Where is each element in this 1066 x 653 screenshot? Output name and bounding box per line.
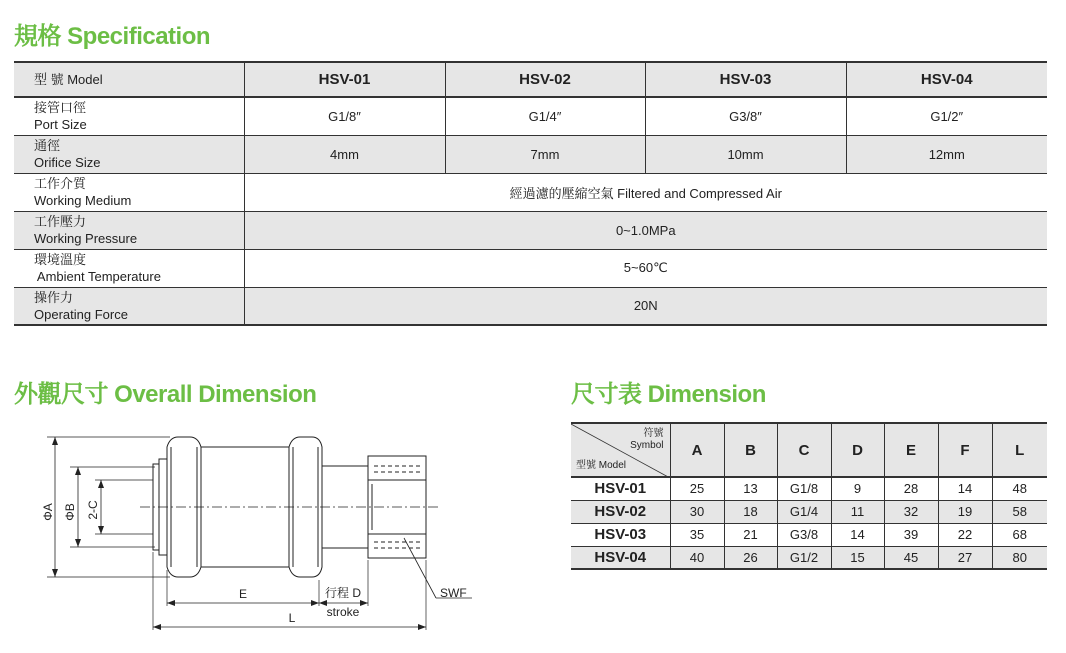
dimension-row: [571, 546, 1047, 569]
dimension-cell: G3/8: [777, 523, 831, 546]
spec-cell: 10mm: [645, 135, 846, 173]
label-l: L: [288, 611, 296, 625]
spec-model: HSV-02: [445, 62, 645, 97]
dimension-cell: 45: [884, 546, 938, 569]
spec-cell: 0~1.0MPa: [615, 222, 676, 238]
overall-dimension-title: 外觀尺寸 Overall Dimension: [14, 381, 317, 408]
dimension-row-model: HSV-02: [571, 500, 670, 523]
dimension-cell: 21: [724, 523, 777, 546]
dimension-cell: 9: [831, 477, 884, 500]
dimension-cell: 68: [1012, 527, 1027, 542]
spec-cell: 4mm: [244, 135, 445, 173]
dimension-cell: G1/8: [777, 477, 831, 500]
dimension-column-header: A: [670, 423, 724, 477]
label-d: 行程 D: [324, 586, 362, 600]
label-stroke: stroke: [326, 605, 360, 619]
spec-header-label: 型 號 Model: [14, 62, 244, 97]
spec-row-label: 操作力 Operating Force: [14, 287, 244, 325]
label-phi-b: ΦB: [63, 503, 77, 521]
dimension-cell: 15: [831, 546, 884, 569]
dimension-column-header: D: [831, 423, 884, 477]
dimension-row-model: HSV-01: [571, 477, 670, 500]
dimension-column-header: E: [884, 423, 938, 477]
label-2c: 2-C: [86, 500, 100, 520]
dimension-cell: 58: [1012, 504, 1027, 519]
corner-model: 型號 Model: [576, 460, 627, 471]
dimension-cell: G1/4: [777, 500, 831, 523]
dimension-cell: 30: [670, 500, 724, 523]
dimension-cell: 32: [884, 500, 938, 523]
spec-row-label: 通徑 Orifice Size: [14, 135, 244, 173]
dimension-row-model: HSV-03: [571, 523, 670, 546]
dimension-cell: 39: [884, 523, 938, 546]
spec-cell: 7mm: [445, 135, 645, 173]
dimension-column-header: B: [724, 423, 777, 477]
dimension-header-row: [571, 423, 1047, 477]
spec-cell: G1/2″: [930, 108, 964, 124]
dimension-cell: 22: [938, 523, 992, 546]
spec-model: HSV-03: [645, 62, 846, 97]
spec-row-label: 環境溫度 Ambient Temperature: [14, 249, 244, 287]
dimension-cell: 13: [724, 477, 777, 500]
dimension-cell: 35: [670, 523, 724, 546]
spec-title: 規格 Specification: [14, 23, 211, 50]
spec-cell: G1/4″: [445, 97, 645, 135]
spec-cell: G3/8″: [645, 97, 846, 135]
spec-row-label: 工作壓力 Working Pressure: [14, 211, 244, 249]
dimension-corner-cell: [571, 423, 670, 477]
dimension-cell: 14: [831, 523, 884, 546]
spec-cell: 20N: [633, 298, 658, 314]
spec-model: HSV-01: [244, 62, 445, 97]
dimension-column-header: L: [1015, 441, 1025, 459]
dimension-cell: 27: [938, 546, 992, 569]
spec-cell: G1/8″: [244, 97, 445, 135]
dimension-row: [571, 523, 1047, 546]
dimension-cell: 80: [1012, 549, 1027, 565]
spec-cell: 經過濾的壓縮空氣 Filtered and Compressed Air: [509, 185, 782, 201]
dimension-cell: 11: [831, 500, 884, 523]
dimension-title: 尺寸表 Dimension: [571, 381, 766, 408]
spec-row-label: 接管口徑 Port Size: [14, 97, 244, 135]
dimension-cell: 19: [938, 500, 992, 523]
dimension-row-model: HSV-04: [571, 546, 670, 569]
dimension-cell: 25: [670, 477, 724, 500]
dimension-row: [571, 477, 1047, 500]
dimension-cell: G1/2: [777, 546, 831, 569]
dimension-table: [571, 422, 1047, 570]
dimension-column-header: C: [777, 423, 831, 477]
spec-cell: 5~60℃: [623, 260, 668, 275]
dimension-column-header: F: [938, 423, 992, 477]
dimension-cell: 28: [884, 477, 938, 500]
dimension-cell: 14: [938, 477, 992, 500]
dimension-cell: 26: [724, 546, 777, 569]
label-e: E: [238, 587, 248, 601]
dimension-row: [571, 500, 1047, 523]
dimension-cell: 40: [670, 546, 724, 569]
spec-model: HSV-04: [920, 71, 973, 88]
spec-cell: 12mm: [928, 146, 965, 162]
spec-row-label: 工作介質 Working Medium: [14, 173, 244, 211]
label-phi-a: ΦA: [41, 503, 55, 521]
label-swf: SWF: [440, 586, 467, 600]
dimension-cell: 18: [724, 500, 777, 523]
dimension-cell: 48: [1012, 481, 1027, 497]
corner-symbol: 符號 Symbol: [630, 428, 664, 451]
